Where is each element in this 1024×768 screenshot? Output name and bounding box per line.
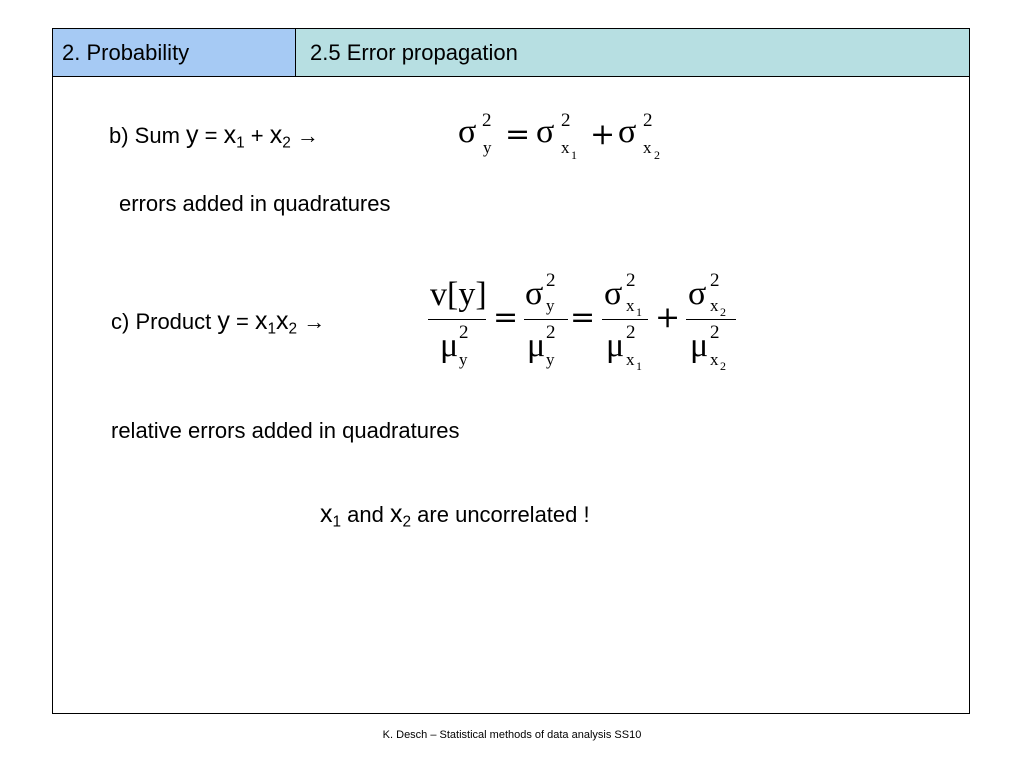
fraction-bar (686, 319, 736, 320)
mu-symbol: μ (690, 327, 709, 364)
sigma-symbol: σ (688, 275, 707, 312)
equals-sign: = (493, 300, 519, 335)
mu-symbol: μ (527, 327, 546, 364)
mu-symbol: μ (440, 327, 459, 364)
equals-sign: = (570, 300, 596, 335)
mu-symbol: μ (606, 327, 625, 364)
fraction-bar (602, 319, 648, 320)
sum-note: errors added in quadratures (119, 191, 391, 216)
subsection-title: 2.5 Error propagation (296, 29, 969, 77)
sigma-symbol: σ (536, 113, 555, 150)
plus-sign: + (590, 117, 616, 152)
footer-text: K. Desch – Statistical methods of data analysis SS10 (382, 729, 642, 741)
section-title: 2. Probability (53, 29, 296, 77)
product-note: relative errors added in quadratures (111, 418, 460, 443)
fraction-bar (428, 319, 486, 320)
plus-sign: + (655, 300, 681, 335)
sigma-symbol: σ (604, 275, 623, 312)
sigma-symbol: σ (525, 275, 544, 312)
variance-term: v[y] (430, 276, 487, 313)
sigma-symbol: σ (618, 113, 637, 150)
uncorrelated-note: $x_1$ and $x_2$ are uncorrelated ! (320, 500, 590, 531)
fraction-bar (524, 319, 568, 320)
sigma-symbol: σ (458, 113, 477, 150)
equals-sign: = (505, 117, 531, 152)
product-label: c) Product $y = x_1x_2$ → (111, 307, 326, 338)
sum-label: b) Sum $y = x_1 + x_2$ → (109, 121, 319, 152)
